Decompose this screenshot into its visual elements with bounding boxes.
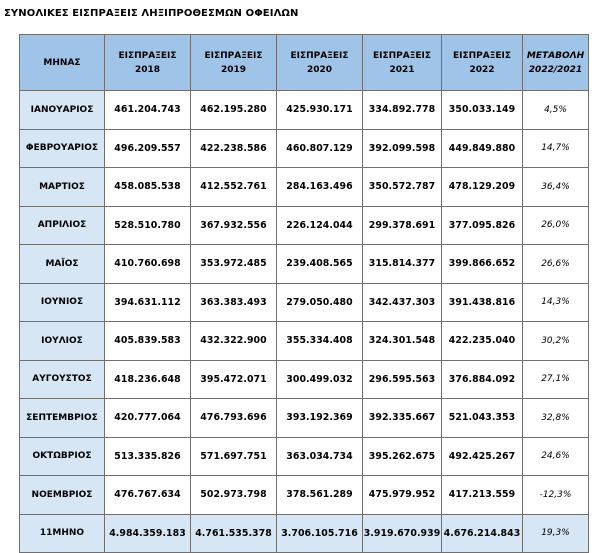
value-2020-cell: 226.124.044 (277, 206, 363, 245)
value-2022-cell: 521.043.353 (442, 399, 523, 438)
total-change-cell: 19,3% (523, 514, 589, 553)
table-row (20, 476, 589, 515)
value-2021-cell: 296.595.563 (363, 360, 442, 399)
value-2019-cell: 571.697.751 (191, 437, 277, 476)
value-2022-cell: 492.425.267 (442, 437, 523, 476)
value-2022-cell: 449.849.880 (442, 129, 523, 168)
change-cell: 26,0% (523, 206, 589, 245)
header-2019 (191, 35, 277, 91)
value-2022-cell: 399.866.652 (442, 245, 523, 284)
value-2020-cell: 300.499.032 (277, 360, 363, 399)
table-row (20, 437, 589, 476)
value-2018-cell: 410.760.698 (105, 245, 191, 284)
header-2020-line2: 2020 (306, 64, 333, 75)
value-2021-cell: 475.979.952 (363, 476, 442, 515)
change-cell: 30,2% (523, 322, 589, 361)
value-2020-cell: 284.163.496 (277, 168, 363, 207)
month-cell: ΣΕΠΤΕΜΒΡΙΟΣ (20, 399, 105, 438)
table-row (20, 206, 589, 245)
header-2020 (277, 35, 363, 91)
value-2022-cell: 376.884.092 (442, 360, 523, 399)
total-row (20, 514, 589, 553)
month-cell: ΙΟΥΝΙΟΣ (20, 283, 105, 322)
month-cell: ΜΑΡΤΙΟΣ (20, 168, 105, 207)
value-2019-cell: 395.472.071 (191, 360, 277, 399)
month-cell: ΝΟΕΜΒΡΙΟΣ (20, 476, 105, 515)
value-2020-cell: 279.050.480 (277, 283, 363, 322)
value-2019-cell: 412.552.761 (191, 168, 277, 207)
value-2020-cell: 355.334.408 (277, 322, 363, 361)
table-row (20, 399, 589, 438)
value-2022-cell: 478.129.209 (442, 168, 523, 207)
value-2018-cell: 461.204.743 (105, 91, 191, 130)
value-2022-cell: 377.095.826 (442, 206, 523, 245)
value-2019-cell: 502.973.798 (191, 476, 277, 515)
value-2021-cell: 299.378.691 (363, 206, 442, 245)
value-2022-cell: 417.213.559 (442, 476, 523, 515)
header-2018-line1: ΕΙΣΠΡΑΞΕΙΣ (118, 50, 177, 61)
receipts-table (19, 34, 589, 553)
value-2020-cell: 363.034.734 (277, 437, 363, 476)
value-2021-cell: 395.262.675 (363, 437, 442, 476)
change-cell: 14,3% (523, 283, 589, 322)
value-2019-cell: 422.238.586 (191, 129, 277, 168)
value-2022-cell: 391.438.816 (442, 283, 523, 322)
value-2018-cell: 513.335.826 (105, 437, 191, 476)
value-2021-cell: 315.814.377 (363, 245, 442, 284)
header-change-line1: ΜΕΤΑΒΟΛΗ (526, 50, 585, 61)
change-cell: 32,8% (523, 399, 589, 438)
value-2018-cell: 418.236.648 (105, 360, 191, 399)
header-change-line2: 2022/2021 (528, 64, 583, 75)
header-2022-line1: ΕΙΣΠΡΑΞΕΙΣ (452, 50, 512, 61)
table-row (20, 91, 589, 130)
value-2018-cell: 420.777.064 (105, 399, 191, 438)
header-2018 (105, 35, 191, 91)
value-2018-cell: 394.631.112 (105, 283, 191, 322)
header-month: ΜΗΝΑΣ (20, 35, 105, 91)
value-2021-cell: 392.099.598 (363, 129, 442, 168)
value-2019-cell: 363.383.493 (191, 283, 277, 322)
value-2018-cell: 496.209.557 (105, 129, 191, 168)
total-2022-cell: 4.676.214.843 (442, 514, 523, 553)
header-2022-line2: 2022 (469, 64, 495, 75)
change-cell: -12,3% (523, 476, 589, 515)
table-row (20, 322, 589, 361)
header-2019-line1: ΕΙΣΠΡΑΞΕΙΣ (204, 50, 263, 61)
table-header-row (20, 35, 589, 91)
value-2022-cell: 422.235.040 (442, 322, 523, 361)
change-cell: 24,6% (523, 437, 589, 476)
page-title: ΣΥΝΟΛΙΚΕΣ ΕΙΣΠΡΑΞΕΙΣ ΛΗΞΙΠΡΟΘΕΣΜΩΝ ΟΦΕΙΛΩΝ (4, 8, 299, 19)
month-cell: ΑΥΓΟΥΣΤΟΣ (20, 360, 105, 399)
total-2018-cell: 4.984.359.183 (105, 514, 191, 553)
total-2021-cell: 3.919.670.939 (363, 514, 442, 553)
header-2022 (442, 35, 523, 91)
table-row (20, 360, 589, 399)
value-2018-cell: 476.767.634 (105, 476, 191, 515)
value-2018-cell: 458.085.538 (105, 168, 191, 207)
month-cell: ΟΚΤΩΒΡΙΟΣ (20, 437, 105, 476)
month-cell: ΦΕΒΡΟΥΑΡΙΟΣ (20, 129, 105, 168)
change-cell: 26,6% (523, 245, 589, 284)
table-row (20, 245, 589, 284)
header-2021 (363, 35, 442, 91)
month-cell: ΙΟΥΛΙΟΣ (20, 322, 105, 361)
value-2018-cell: 528.510.780 (105, 206, 191, 245)
value-2021-cell: 324.301.548 (363, 322, 442, 361)
change-cell: 27,1% (523, 360, 589, 399)
value-2021-cell: 342.437.303 (363, 283, 442, 322)
value-2020-cell: 425.930.171 (277, 91, 363, 130)
value-2021-cell: 350.572.787 (363, 168, 442, 207)
value-2020-cell: 378.561.289 (277, 476, 363, 515)
month-cell: ΑΠΡΙΛΙΟΣ (20, 206, 105, 245)
header-change (523, 35, 589, 91)
month-cell: ΜΑΪΟΣ (20, 245, 105, 284)
header-2021-line2: 2021 (389, 64, 415, 75)
value-2020-cell: 239.408.565 (277, 245, 363, 284)
table-row (20, 129, 589, 168)
change-cell: 14,7% (523, 129, 589, 168)
header-2018-line2: 2018 (134, 64, 161, 75)
header-2020-line1: ΕΙΣΠΡΑΞΕΙΣ (290, 50, 349, 61)
value-2019-cell: 462.195.280 (191, 91, 277, 130)
value-2018-cell: 405.839.583 (105, 322, 191, 361)
table-row (20, 168, 589, 207)
value-2019-cell: 476.793.696 (191, 399, 277, 438)
header-2019-line2: 2019 (220, 64, 247, 75)
value-2019-cell: 432.322.900 (191, 322, 277, 361)
value-2019-cell: 353.972.485 (191, 245, 277, 284)
value-2019-cell: 367.932.556 (191, 206, 277, 245)
month-cell: ΙΑΝΟΥΑΡΙΟΣ (20, 91, 105, 130)
total-2020-cell: 3.706.105.716 (277, 514, 363, 553)
table-row (20, 283, 589, 322)
value-2022-cell: 350.033.149 (442, 91, 523, 130)
total-2019-cell: 4.761.535.378 (191, 514, 277, 553)
value-2021-cell: 334.892.778 (363, 91, 442, 130)
value-2021-cell: 392.335.667 (363, 399, 442, 438)
change-cell: 4,5% (523, 91, 589, 130)
change-cell: 36,4% (523, 168, 589, 207)
value-2020-cell: 460.807.129 (277, 129, 363, 168)
value-2020-cell: 393.192.369 (277, 399, 363, 438)
header-2021-line1: ΕΙΣΠΡΑΞΕΙΣ (372, 50, 432, 61)
total-label-cell: 11ΜΗΝΟ (20, 514, 105, 553)
